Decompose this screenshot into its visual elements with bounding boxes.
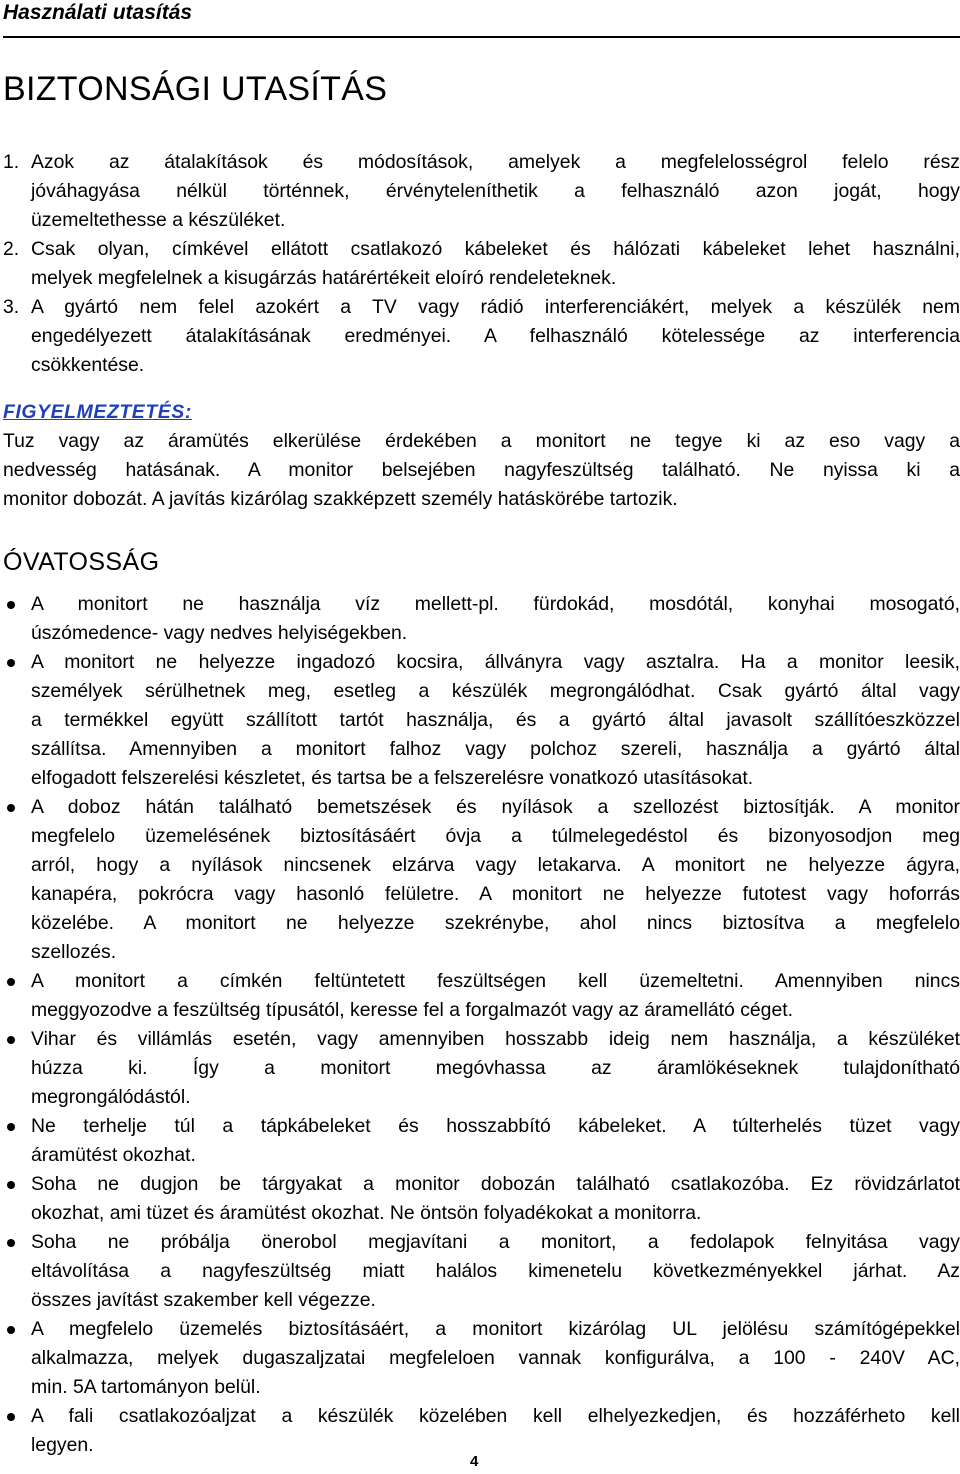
- header-title: Használati utasítás: [3, 1, 193, 24]
- text-line: kanapéra, pokrócra vagy hasonló felületre. A monitort ne helyezze futotest vagy hoforrás: [31, 883, 960, 905]
- text-line: A fali csatlakozóaljzat a készülék közelében kell elhelyezkedjen, és hozzáférheto kell: [31, 1405, 960, 1427]
- text-line: Vihar és villámlás esetén, vagy amennyiben hosszabb ideig nem használja, a készüléket: [31, 1028, 960, 1050]
- text-line: Soha ne dugjon be tárgyakat a monitor dobozán található csatlakozóba. Ez rövidzárlatot: [31, 1173, 960, 1195]
- bullet-item-4: [3, 967, 960, 1025]
- text-line: Soha ne próbálja önerobol megjavítani a monitort, a fedolapok felnyitása vagy: [31, 1231, 960, 1253]
- text-line: A doboz hátán található bemetszések és nyílások a szellozést biztosítják. A monitor: [31, 796, 960, 818]
- text-line: alkalmazza, melyek dugaszaljzatai megfeleloen vannak konfigurálva, a 100 - 240V AC,: [31, 1347, 960, 1369]
- text-line: eltávolítása a nagyfeszültség miatt halálos kimenetelu következményekkel járhat. Az: [31, 1260, 960, 1282]
- text-line: A gyártó nem felel azokért a TV vagy rádió interferenciákért, melyek a készülék nem: [31, 296, 960, 318]
- page-title: BIZTONSÁGI UTASÍTÁS: [3, 70, 388, 108]
- text-line: meggyozodve a feszültség típusától, keresse fel a forgalmazót vagy az áramellátó céget.: [31, 999, 794, 1021]
- text-line: megfelelo üzemelésének biztosításáért óvja a túlmelegedéstol és bizonyosodjon meg: [31, 825, 960, 847]
- text-line: nedvesség hatásának. A monitor belsejében nagyfeszültség található. Ne nyissa ki a: [3, 459, 960, 481]
- bullet-item-2: [3, 648, 960, 793]
- text-line: csökkentése.: [31, 354, 145, 376]
- item-number: 2.: [3, 238, 20, 260]
- text-line: arról, hogy a nyílások nincsenek elzárva vagy letakarva. A monitort ne helyezze ágyra,: [31, 854, 960, 876]
- text-line: szellozés.: [31, 941, 117, 963]
- bullet-icon: [7, 978, 15, 986]
- bullet-icon: [7, 1036, 15, 1044]
- bullet-icon: [7, 804, 15, 812]
- text-line: személyek sérülhetnek meg, esetleg a készülék megrongálódhat. Csak gyártó által vagy: [31, 680, 960, 702]
- bullet-icon: [7, 1123, 15, 1131]
- warning-heading: FIGYELMEZTETÉS:: [3, 401, 192, 423]
- text-line: min. 5A tartományon belül.: [31, 1376, 261, 1398]
- text-line: üzemeltethesse a készüléket.: [31, 209, 286, 231]
- text-line: Csak olyan, címkével ellátott csatlakozó kábeleket és hálózati kábeleket lehet használni,: [31, 238, 960, 260]
- bullet-icon: [7, 1413, 15, 1421]
- numbered-item-2: [3, 235, 960, 293]
- page-number: 4: [470, 1453, 479, 1470]
- text-line: Tuz vagy az áramütés elkerülése érdekében a monitort ne tegye ki az eso vagy a: [3, 430, 960, 452]
- text-line: jóváhagyása nélkül történnek, érvényteleníthetik a felhasználó azon jogát, hogy: [31, 180, 960, 202]
- text-line: Azok az átalakítások és módosítások, amelyek a megfelelosségrol felelo rész: [31, 151, 960, 173]
- numbered-list: [3, 148, 960, 380]
- text-line: Ne terhelje túl a tápkábeleket és hosszabbító kábeleket. A túlterhelés tüzet vagy: [31, 1115, 960, 1137]
- page-header: [3, 0, 960, 38]
- numbered-item-1: [3, 148, 960, 235]
- text-line: okozhat, ami tüzet és áramütést okozhat. Ne öntsön folyadékokat a monitorra.: [31, 1202, 702, 1224]
- bullet-item-1: [3, 590, 960, 648]
- text-line: A megfelelo üzemelés biztosításáért, a monitort kizárólag UL jelölésu számítógépekkel: [31, 1318, 960, 1340]
- bullet-item-8: [3, 1228, 960, 1315]
- bullet-item-10: [3, 1402, 960, 1460]
- numbered-item-3: [3, 293, 960, 380]
- text-line: A monitort ne helyezze ingadozó kocsira, állványra vagy asztalra. Ha a monitor leesik,: [31, 651, 960, 673]
- bullet-item-7: [3, 1170, 960, 1228]
- text-line: a termékkel együtt szállított tartót használja, és a gyártó által javasolt szállítóeszközzel: [31, 709, 960, 731]
- text-line: közelébe. A monitort ne helyezze szekrénybe, ahol nincs biztosítva a megfelelo: [31, 912, 960, 934]
- bullet-item-3: [3, 793, 960, 967]
- bullet-icon: [7, 1326, 15, 1334]
- text-line: A monitort a címkén feltüntetett feszültségen kell üzemeltetni. Amennyiben nincs: [31, 970, 960, 992]
- bullet-item-5: [3, 1025, 960, 1112]
- warning-text: [3, 427, 960, 514]
- bullet-item-9: [3, 1315, 960, 1402]
- item-number: 1.: [3, 151, 20, 173]
- bullet-icon: [7, 1181, 15, 1189]
- text-line: szállítsa. Amennyiben a monitort falhoz vagy polchoz szereli, használja a gyártó által: [31, 738, 960, 760]
- text-line: úszómedence- vagy nedves helyiségekben.: [31, 622, 408, 644]
- bullet-icon: [7, 659, 15, 667]
- text-line: monitor dobozát. A javítás kizárólag szakképzett személy hatáskörébe tartozik.: [3, 488, 678, 510]
- text-line: összes javítást szakember kell végezze.: [31, 1289, 376, 1311]
- bullet-item-6: [3, 1112, 960, 1170]
- caution-heading: ÓVATOSSÁG: [3, 548, 160, 576]
- text-line: áramütést okozhat.: [31, 1144, 196, 1166]
- text-line: A monitort ne használja víz mellett-pl. fürdokád, mosdótál, konyhai mosogató,: [31, 593, 960, 615]
- bullet-icon: [7, 1239, 15, 1247]
- text-line: megrongálódástól.: [31, 1086, 191, 1108]
- text-line: elfogadott felszerelési készletet, és tartsa be a felszerelésre vonatkozó utasításokat.: [31, 767, 754, 789]
- text-line: melyek megfelelnek a kisugárzás határértékeit eloíró rendeleteknek.: [31, 267, 617, 289]
- text-line: legyen.: [31, 1434, 94, 1456]
- text-line: húzza ki. Így a monitort megóvhassa az áramlökéseknek tulajdonítható: [31, 1057, 960, 1079]
- bullet-icon: [7, 601, 15, 609]
- text-line: engedélyezett átalakításának eredményei. A felhasználó kötelessége az interferencia: [31, 325, 960, 347]
- item-number: 3.: [3, 296, 20, 318]
- caution-bullet-list: [3, 590, 960, 1460]
